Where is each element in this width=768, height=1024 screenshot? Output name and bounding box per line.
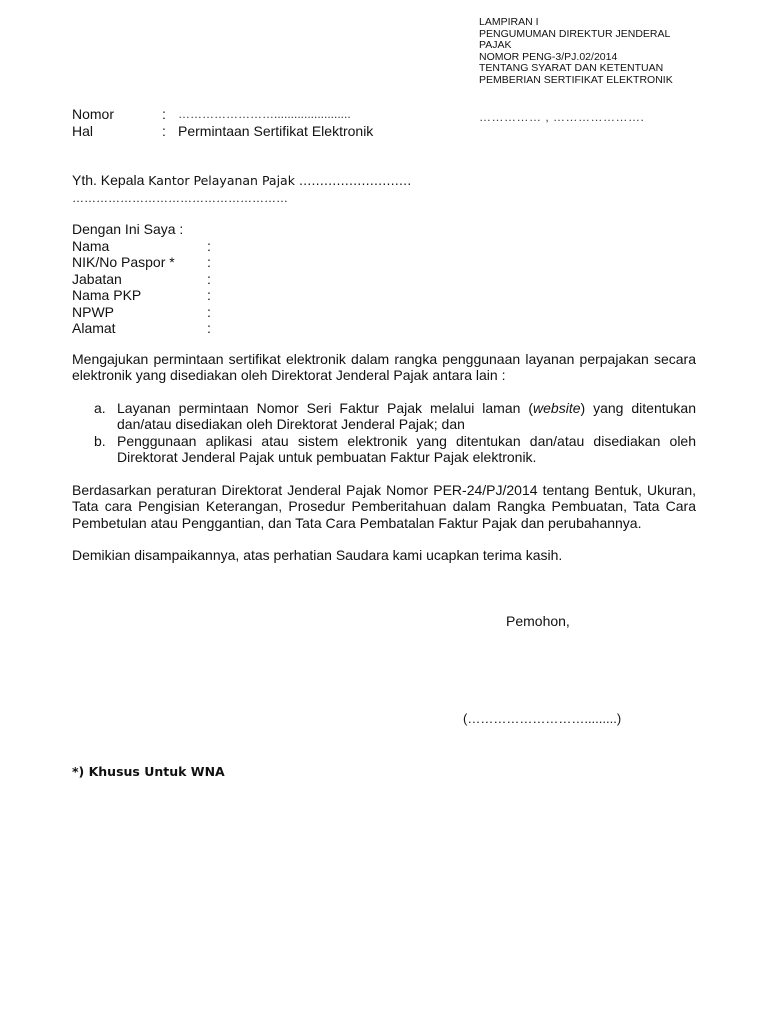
field-nama-label: Nama — [72, 237, 110, 254]
field-npwp-label: NPWP — [72, 303, 114, 320]
list-item — [72, 433, 696, 466]
colon: : — [207, 254, 211, 270]
colon: : — [162, 122, 166, 139]
field-nama-pkp-label: Nama PKP — [72, 287, 142, 303]
field-nik-label: NIK/No Paspor * — [72, 254, 175, 270]
addressee-line2: ……………………………………………… — [72, 190, 288, 205]
header-line: PAJAK — [479, 39, 512, 52]
addressee-prefix: Yth. Kepala — [72, 172, 145, 188]
place-date: …………… , …………………. — [479, 110, 645, 124]
request-paragraph: Mengajukan permintaan sertifikat elektronik dalam rangka penggunaan layanan perpajakan secara elektronik yang disediakan oleh Direktorat Jenderal Pajak antara lain : — [72, 351, 696, 384]
signature-name-placeholder: (……………………….........) — [463, 711, 622, 726]
list-item — [72, 400, 696, 433]
header-line: TENTANG SYARAT DAN KETENTUAN — [479, 62, 664, 75]
colon: : — [207, 287, 211, 303]
list-marker: a. — [94, 400, 106, 416]
list-marker: b. — [94, 432, 106, 449]
addressee-office: Kantor Pelayanan Pajak ……………………… — [148, 173, 412, 188]
colon: : — [162, 106, 166, 122]
field-alamat-label: Alamat — [72, 320, 116, 336]
header-line: PEMBERIAN SERTIFIKAT ELEKTRONIK — [479, 73, 673, 86]
basis-paragraph: Berdasarkan peraturan Direktorat Jenderal Pajak Nomor PER-24/PJ/2014 tentang Bentuk, Ukuran, Tata cara Pengisian Keterangan, Prosedur Pemberitahuan dalam Rangka Pembuatan, Tata Cara Pembetulan atau Penggantian, dan Tata Cara Pembatalan Faktur Pajak dan perubahannya. — [72, 482, 696, 531]
closing-sentence: Demikian disampaikannya, atas perhatian Saudara kami ucapkan terima kasih. — [72, 547, 563, 563]
identity-intro: Dengan Ini Saya : — [72, 221, 184, 237]
nomor-value: ……………………....................... — [178, 107, 351, 121]
header-line: LAMPIRAN I — [479, 16, 539, 28]
colon: : — [207, 320, 211, 336]
header-line: NOMOR PENG-3/PJ.02/2014 — [479, 50, 618, 63]
signature-label: Pemohon, — [506, 613, 570, 629]
item-a-text-end: ) yang ditentukan dan/atau disediakan oleh Direktorat Jenderal Pajak; dan — [117, 400, 697, 433]
field-jabatan-label: Jabatan — [72, 270, 122, 287]
nomor-label: Nomor — [72, 106, 115, 122]
item-b-text: Penggunaan aplikasi atau sistem elektronik yang ditentukan dan/atau disediakan oleh Direktorat Jenderal Pajak untuk pembuatan Faktur Pajak elektronik. — [117, 432, 696, 466]
footnote: *) Khusus Untuk WNA — [72, 764, 225, 779]
colon: : — [207, 237, 211, 254]
hal-value: Permintaan Sertifikat Elektronik — [178, 122, 374, 139]
item-a-text-start: Layanan permintaan Nomor Seri Faktur Pajak melalui laman ( — [117, 400, 534, 416]
addressee — [72, 172, 411, 206]
item-a-italic: website — [533, 400, 581, 416]
colon: : — [207, 303, 211, 320]
identity-block — [72, 221, 272, 336]
header-line: PENGUMUMAN DIREKTUR JENDERAL — [479, 27, 671, 40]
service-list — [72, 400, 696, 466]
attachment-header — [479, 17, 739, 87]
letter-reference — [72, 106, 452, 140]
hal-label: Hal — [72, 122, 94, 139]
colon: : — [207, 270, 211, 287]
